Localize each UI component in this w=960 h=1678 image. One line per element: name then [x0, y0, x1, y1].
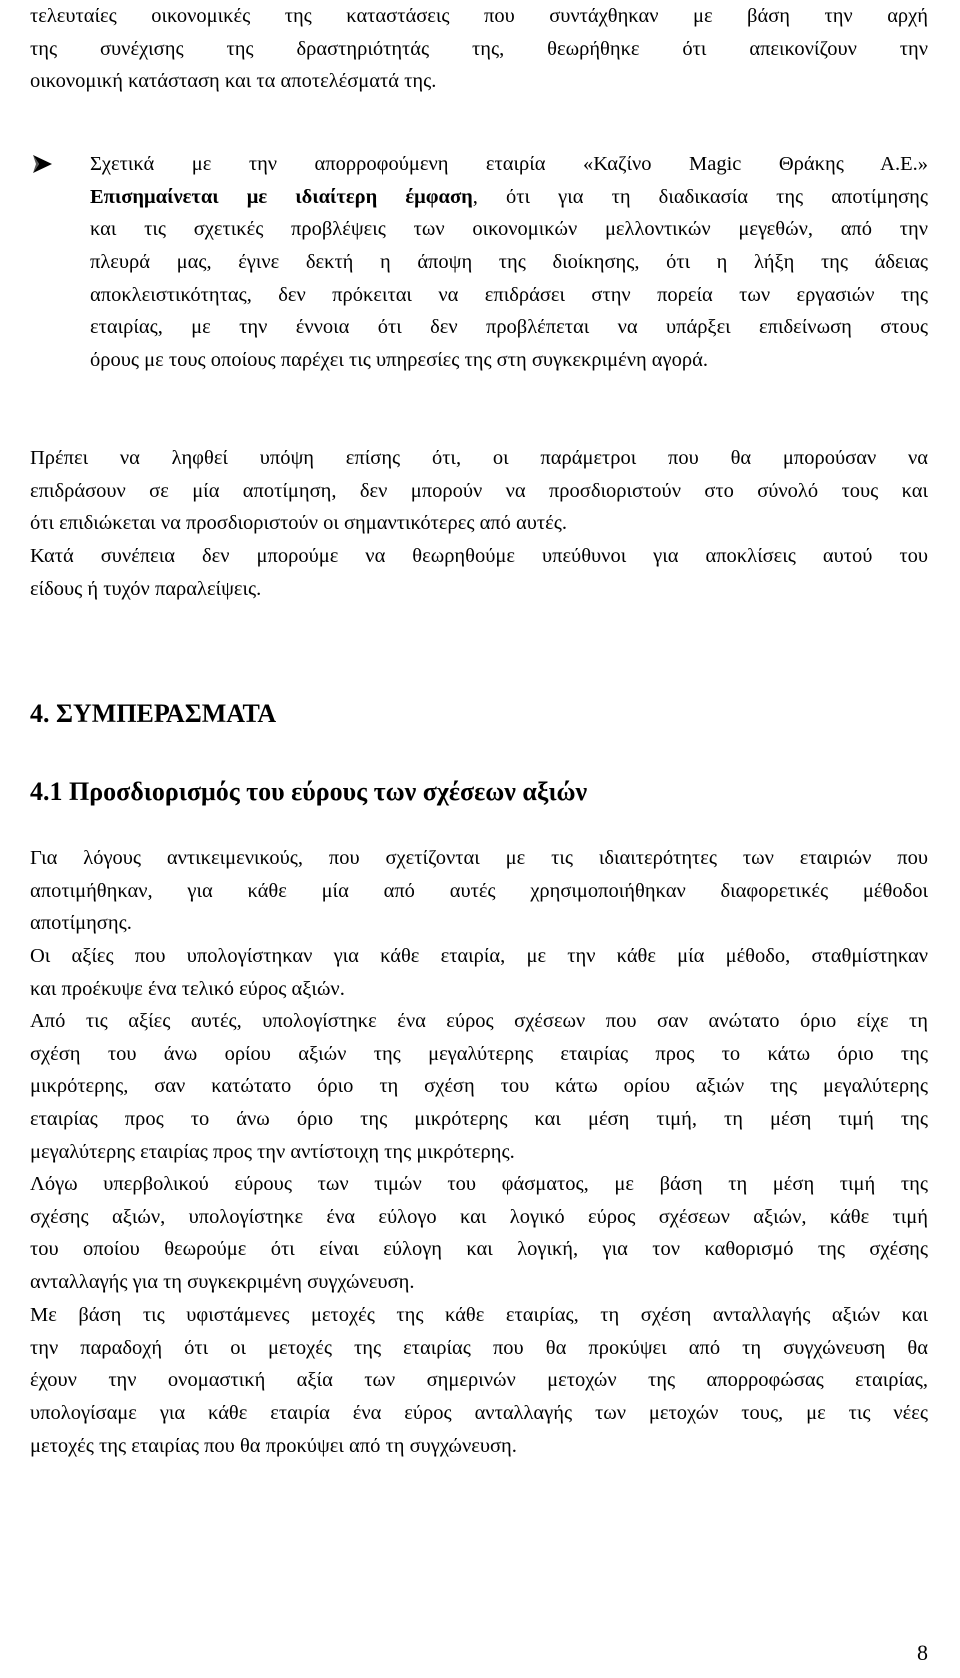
bullet-title-line: Σχετικά με την απορροφούμενη εταιρία «Καζίνο Magic Θράκης Α.Ε.» — [90, 153, 928, 175]
text-line: τελευταίες οικονομικές της καταστάσεις που συντάχθηκαν με βάση την αρχή — [30, 5, 928, 27]
text-line: Οι αξίες που υπολογίστηκαν για κάθε εταιρία, με την κάθε μία μέθοδο, σταθμίστηκαν — [30, 945, 928, 967]
text-line: την παραδοχή ότι οι μετοχές της εταιρίας που θα προκύψει από τη συγχώνευση θα — [30, 1336, 928, 1359]
text-line: Με βάση τις υφιστάμενες μετοχές της κάθε εταιρίας, τη σχέση ανταλλαγής αξιών και — [30, 1304, 928, 1326]
text-line: ότι επιδιώκεται να προσδιοριστούν οι σημαντικότερες από αυτές. — [30, 512, 568, 535]
text-line: έχουν την ονομαστική αξία των σημερινών μετοχών της απορροφώσας εταιρίας, — [30, 1369, 928, 1392]
emphasis-text: Επισημαίνεται με ιδιαίτερη έμφαση — [90, 185, 473, 208]
text-line: μεγαλύτερης εταιρίας προς την αντίστοιχη της μικρότερης. — [30, 1140, 515, 1163]
text-line: επιδράσουν σε μία αποτίμηση, δεν μπορούν να προσδιοριστούν στο σύνολό τους και — [30, 479, 928, 502]
text-line: εταιρίας προς το άνω όριο της μικρότερης και μέση τιμή, τη μέση τιμή της — [30, 1108, 928, 1131]
note-paragraph-1 — [30, 442, 928, 540]
text-line: σχέσης αξιών, υπολογίστηκε ένα εύλογο και λογικό εύρος σχέσεων αξιών, κάθε τιμή — [30, 1205, 928, 1228]
text-line: αποκλειστικότητας, δεν πρόκειται να επιδράσει στην πορεία των εργασιών της — [90, 283, 928, 306]
body-paragraph-5 — [30, 1299, 928, 1462]
text-line: υπολογίσαμε για κάθε εταιρία ένα εύρος ανταλλαγής των μετοχών τους, με τις νέες — [30, 1402, 928, 1425]
text-line: ανταλλαγής για τη συγκεκριμένη συγχώνευση. — [30, 1271, 415, 1294]
text-line: μικρότερης, σαν κατώτατο όριο τη σχέση του κάτω ορίου αξιών της μεγαλύτερης — [30, 1075, 928, 1098]
text-line: μετοχές της εταιρίας που θα προκύψει από τη συγχώνευση. — [30, 1434, 517, 1457]
text-line: είδους ή τυχόν παραλείψεις. — [30, 577, 262, 600]
text-line: Για λόγους αντικειμενικούς, που σχετίζονται με τις ιδιαιτερότητες των εταιριών που — [30, 847, 928, 869]
body-paragraph-2 — [30, 940, 928, 1005]
text-line: όρους με τους οποίους παρέχει τις υπηρεσίες της στη συγκεκριμένη αγορά. — [90, 349, 708, 372]
text-line: πλευρά μας, έγινε δεκτή η άποψη της διοίκησης, ότι η λήξη της άδειας — [90, 251, 928, 274]
text-line: εταιρίας, με την έννοια ότι δεν προβλέπεται να υπάρξει επιδείνωση στους — [90, 316, 928, 339]
page-number: 8 — [917, 1640, 928, 1665]
text-line: Λόγω υπερβολικού εύρους των τιμών του φάσματος, με βάση τη μέση τιμή της — [30, 1173, 928, 1195]
emphasis-rest-text: , ότι για τη διαδικασία της αποτίμησης — [472, 185, 928, 208]
bullet-paragraph — [90, 148, 928, 377]
arrowhead-bullet-icon — [30, 152, 54, 176]
text-line: του οποίου θεωρούμε ότι είναι εύλογη και λογική, για τον καθορισμό της σχέσης — [30, 1238, 928, 1261]
text-line — [90, 181, 928, 214]
text-line: οικονομική κατάσταση και τα αποτελέσματά της. — [30, 70, 437, 93]
text-line: αποτιμήθηκαν, για κάθε μία από αυτές χρησιμοποιήθηκαν διαφορετικές μέθοδοι — [30, 879, 928, 902]
text-line: Κατά συνέπεια δεν μπορούμε να θεωρηθούμε υπεύθυνοι για αποκλίσεις αυτού του — [30, 545, 928, 567]
note-paragraph-2 — [30, 540, 928, 605]
intro-paragraph — [30, 0, 928, 98]
text-line: αποτίμησης. — [30, 912, 132, 935]
text-line: Πρέπει να ληφθεί υπόψη επίσης ότι, οι παράμετροι που θα μπορούσαν να — [30, 447, 928, 469]
section-heading: 4. ΣΥΜΠΕΡΑΣΜΑΤΑ — [30, 699, 277, 728]
text-line: και προέκυψε ένα τελικό εύρος αξιών. — [30, 977, 345, 1000]
text-line: σχέση του άνω ορίου αξιών της μεγαλύτερης εταιρίας προς το κάτω όριο της — [30, 1042, 928, 1065]
text-line: Από τις αξίες αυτές, υπολογίστηκε ένα εύρος σχέσεων που σαν ανώτατο όριο είχε τη — [30, 1010, 928, 1032]
text-line: και τις σχετικές προβλέψεις των οικονομικών μελλοντικών μεγεθών, από την — [90, 218, 928, 241]
body-paragraph-3 — [30, 1005, 928, 1168]
subsection-heading: 4.1 Προσδιορισμός του εύρους των σχέσεων αξιών — [30, 777, 588, 806]
body-paragraph-1 — [30, 842, 928, 940]
text-line: της συνέχισης της δραστηριότητάς της, θεωρήθηκε ότι απεικονίζουν την — [30, 37, 928, 60]
body-paragraph-4 — [30, 1168, 928, 1299]
